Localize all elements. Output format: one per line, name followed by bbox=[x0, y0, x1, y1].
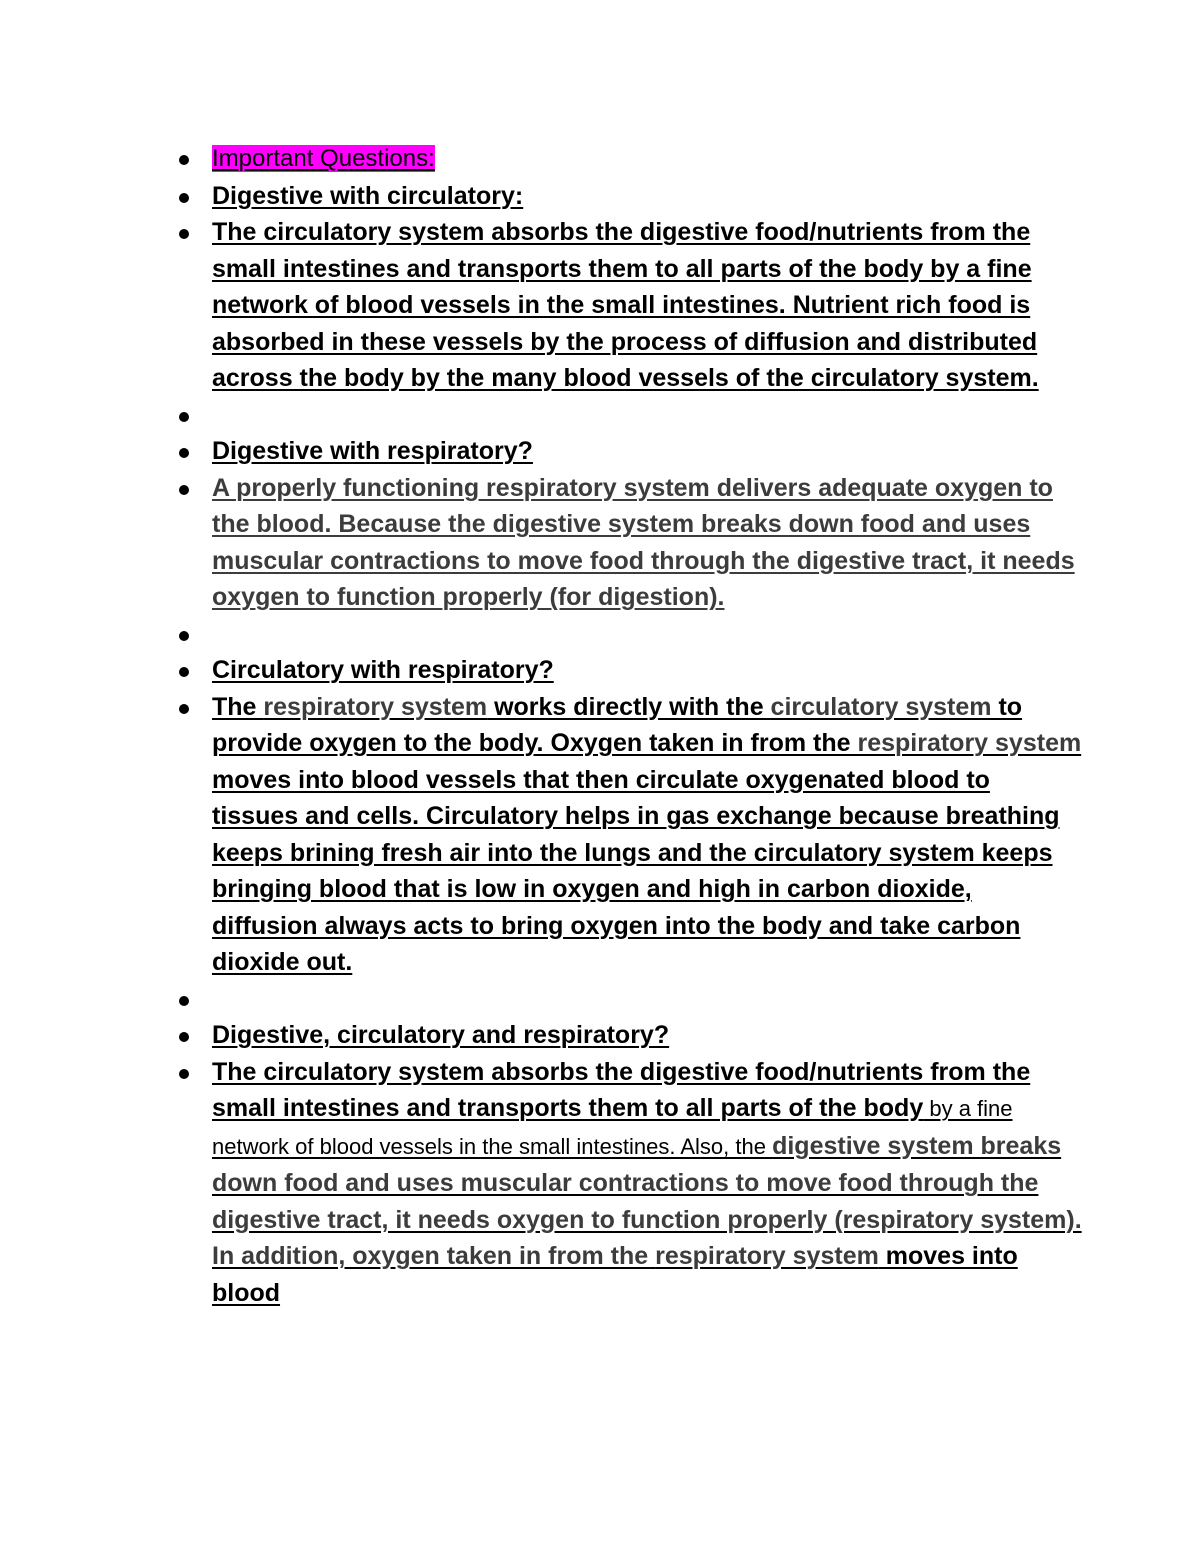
answer-text: The circulatory system absorbs the digestive food/nutrients from the small intestines and transports them to all parts of the body bbox=[212, 1057, 1031, 1122]
list-item bbox=[212, 433, 1082, 470]
list-item bbox=[212, 1054, 1082, 1312]
term-respiratory-system: respiratory system bbox=[655, 1242, 879, 1270]
list-item bbox=[212, 470, 1082, 616]
bullet-icon bbox=[179, 193, 189, 203]
question-circulatory-respiratory: Circulatory with respiratory? bbox=[212, 656, 554, 684]
bullet-list bbox=[212, 140, 1082, 1311]
bullet-icon bbox=[179, 704, 189, 714]
question-digestive-circulatory: Digestive with circulatory: bbox=[212, 181, 524, 210]
bullet-icon bbox=[179, 485, 189, 495]
answer-text: moves into blood vessels that then circulate oxygenated blood to tissues and cells. Circulatory helps in gas exchange because breathing keeps brining fresh air into the lungs and the circulatory system keeps bringing blood that is low in oxygen and high in carbon dioxide, diffusion always acts to bring oxygen into the body and take carbon dioxide out. bbox=[212, 765, 1060, 976]
bullet-icon bbox=[179, 631, 189, 641]
list-item bbox=[212, 689, 1082, 981]
bullet-icon bbox=[179, 996, 189, 1006]
empty-list-item bbox=[212, 981, 1082, 1018]
heading-important-questions: Important Questions: bbox=[212, 145, 435, 172]
answer-digestive-circulatory-respiratory bbox=[212, 1058, 1082, 1307]
bullet-icon bbox=[179, 155, 189, 165]
bullet-icon bbox=[179, 1032, 189, 1042]
list-item bbox=[212, 140, 1082, 178]
answer-digestive-circulatory: The circulatory system absorbs the digestive food/nutrients from the small intestines and transports them to all parts of the body by a fine network of blood vessels in the small intestines. Nutrient rich food is absorbed in these vessels by the process of diffusion and distributed across the body by the many blood vessels of the circulatory system. bbox=[212, 218, 1039, 392]
term-circulatory-system: circulatory system bbox=[770, 692, 992, 721]
empty-list-item bbox=[212, 397, 1082, 434]
answer-text: by a fine network of blood vessels in the small intestines. Also, the bbox=[212, 1096, 1013, 1159]
bullet-icon bbox=[179, 1069, 189, 1079]
bullet-icon bbox=[179, 412, 189, 422]
term-respiratory-system: respiratory system bbox=[857, 729, 1082, 757]
answer-circulatory-respiratory bbox=[212, 693, 1081, 977]
bullet-icon bbox=[179, 229, 189, 239]
answer-text: to provide oxygen to the body. Oxygen taken in from the bbox=[212, 692, 1023, 757]
answer-digestive-respiratory: A properly functioning respiratory system delivers adequate oxygen to the blood. Because the digestive system breaks down food and uses muscular contractions to move food through the digestive tract, it needs oxygen to function properly (for digestion). bbox=[212, 473, 1075, 611]
question-digestive-circulatory-respiratory: Digestive, circulatory and respiratory? bbox=[212, 1021, 670, 1049]
answer-text: digestive system breaks down food and uses muscular contractions to move food through the digestive tract, it needs oxygen to function properly (respiratory system). In addition, oxygen taken in from the bbox=[212, 1131, 1082, 1270]
answer-text: moves into blood bbox=[212, 1242, 1018, 1307]
list-item bbox=[212, 214, 1082, 397]
question-digestive-respiratory: Digestive with respiratory? bbox=[212, 437, 533, 465]
bullet-icon bbox=[179, 448, 189, 458]
list-item bbox=[212, 178, 1082, 215]
answer-text: The bbox=[212, 692, 264, 721]
list-item bbox=[212, 1017, 1082, 1054]
empty-list-item bbox=[212, 616, 1082, 653]
list-item bbox=[212, 652, 1082, 689]
bullet-icon bbox=[179, 667, 189, 677]
answer-text: works directly with the bbox=[487, 692, 771, 721]
term-respiratory-system: respiratory system bbox=[263, 692, 488, 721]
